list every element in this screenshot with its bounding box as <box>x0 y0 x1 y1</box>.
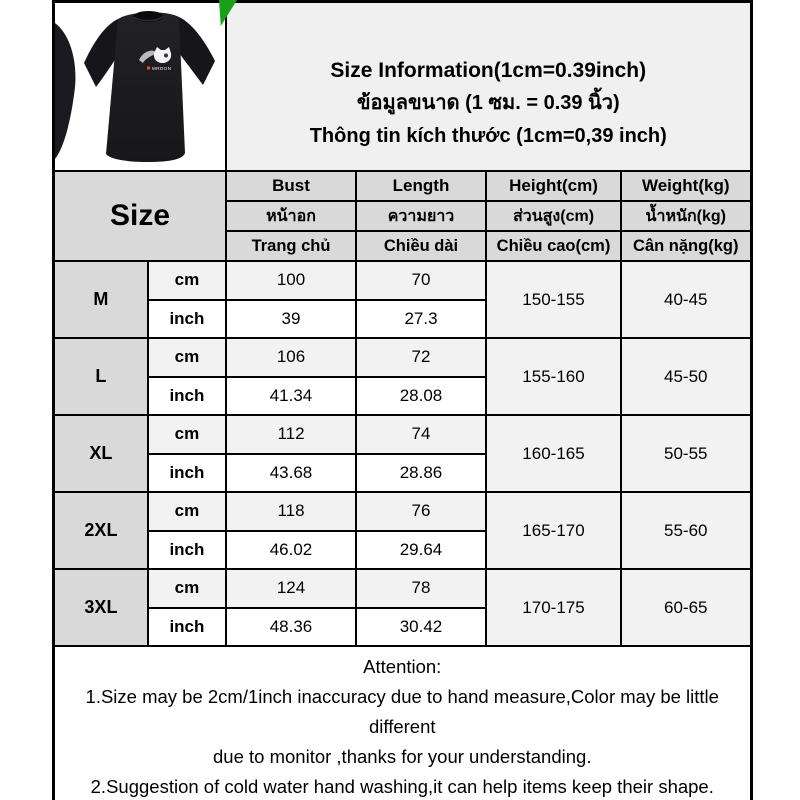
size-chart-table <box>52 0 753 800</box>
unit-cm-label: cm <box>148 261 226 300</box>
bust-inch-value: 46.02 <box>226 531 356 570</box>
size-label-2xl: 2XL <box>54 492 148 569</box>
bust-header-th: หน้าอก <box>226 201 356 231</box>
length-header-en: Length <box>356 171 486 201</box>
length-cm-value: 76 <box>356 492 486 531</box>
height-header-en: Height(cm) <box>486 171 621 201</box>
brand-logo-text: MRDON <box>152 65 172 71</box>
unit-cm-label: cm <box>148 569 226 608</box>
height-range-value: 155-160 <box>486 338 621 415</box>
height-range-value: 170-175 <box>486 569 621 646</box>
weight-range-value: 50-55 <box>621 415 751 492</box>
length-inch-value: 28.86 <box>356 454 486 493</box>
bust-cm-value: 124 <box>226 569 356 608</box>
length-inch-value: 28.08 <box>356 377 486 416</box>
unit-cm-label: cm <box>148 492 226 531</box>
height-header-th: ส่วนสูง(cm) <box>486 201 621 231</box>
bust-cm-value: 118 <box>226 492 356 531</box>
length-inch-value: 29.64 <box>356 531 486 570</box>
weight-header-th: น้ำหนัก(kg) <box>621 201 751 231</box>
weight-range-value: 60-65 <box>621 569 751 646</box>
bust-inch-value: 43.68 <box>226 454 356 493</box>
weight-header-vi: Cân nặng(kg) <box>621 231 751 261</box>
weight-range-value: 45-50 <box>621 338 751 415</box>
table-row <box>54 261 752 300</box>
unit-inch-label: inch <box>148 300 226 339</box>
unit-inch-label: inch <box>148 531 226 570</box>
bust-inch-value: 39 <box>226 300 356 339</box>
size-info-title-en: Size Information(1cm=0.39inch) <box>330 59 647 82</box>
attention-title: Attention: <box>363 656 442 677</box>
length-cm-value: 74 <box>356 415 486 454</box>
attention-notes <box>54 646 752 800</box>
table-row <box>54 338 752 377</box>
unit-inch-label: inch <box>148 608 226 647</box>
height-header-vi: Chiều cao(cm) <box>486 231 621 261</box>
header-row-en <box>54 171 752 201</box>
size-label-xl: XL <box>54 415 148 492</box>
height-range-value: 150-155 <box>486 261 621 338</box>
bust-inch-value: 41.34 <box>226 377 356 416</box>
length-cm-value: 72 <box>356 338 486 377</box>
unit-inch-label: inch <box>148 454 226 493</box>
product-photo <box>54 2 227 172</box>
length-inch-value: 30.42 <box>356 608 486 647</box>
bust-cm-value: 100 <box>226 261 356 300</box>
size-label-m: M <box>54 261 148 338</box>
bust-cm-value: 106 <box>226 338 356 377</box>
weight-range-value: 40-45 <box>621 261 751 338</box>
size-column-header: Size <box>54 171 227 261</box>
length-header-th: ความยาว <box>356 201 486 231</box>
tshirt-graphic <box>55 3 225 170</box>
size-info-title-vi: Thông tin kích thước (1cm=0,39 inch) <box>309 125 667 147</box>
size-label-3xl: 3XL <box>54 569 148 646</box>
size-label-l: L <box>54 338 148 415</box>
unit-inch-label: inch <box>148 377 226 416</box>
length-cm-value: 78 <box>356 569 486 608</box>
weight-header-en: Weight(kg) <box>621 171 751 201</box>
attention-note-line: 2.Suggestion of cold water hand washing,it can help items keep their shape. <box>90 776 714 797</box>
size-info-title-th: ข้อมูลขนาด (1 ซม. = 0.39 นิ้ว) <box>356 92 620 114</box>
attention-row <box>54 646 752 800</box>
length-inch-value: 27.3 <box>356 300 486 339</box>
attention-note-line: due to monitor ,thanks for your understanding. <box>213 746 592 767</box>
bust-header-vi: Trang chủ <box>226 231 356 261</box>
bust-cm-value: 112 <box>226 415 356 454</box>
length-cm-value: 70 <box>356 261 486 300</box>
unit-cm-label: cm <box>148 415 226 454</box>
bust-header-en: Bust <box>226 171 356 201</box>
table-row <box>54 569 752 608</box>
banner-row <box>54 2 752 172</box>
height-range-value: 160-165 <box>486 415 621 492</box>
bust-inch-value: 48.36 <box>226 608 356 647</box>
height-range-value: 165-170 <box>486 492 621 569</box>
table-row <box>54 492 752 531</box>
unit-cm-label: cm <box>148 338 226 377</box>
weight-range-value: 55-60 <box>621 492 751 569</box>
title-banner <box>226 2 751 172</box>
length-header-vi: Chiều dài <box>356 231 486 261</box>
attention-note-line: 1.Size may be 2cm/1inch inaccuracy due to hand measure,Color may be little different <box>85 686 719 737</box>
table-row <box>54 415 752 454</box>
